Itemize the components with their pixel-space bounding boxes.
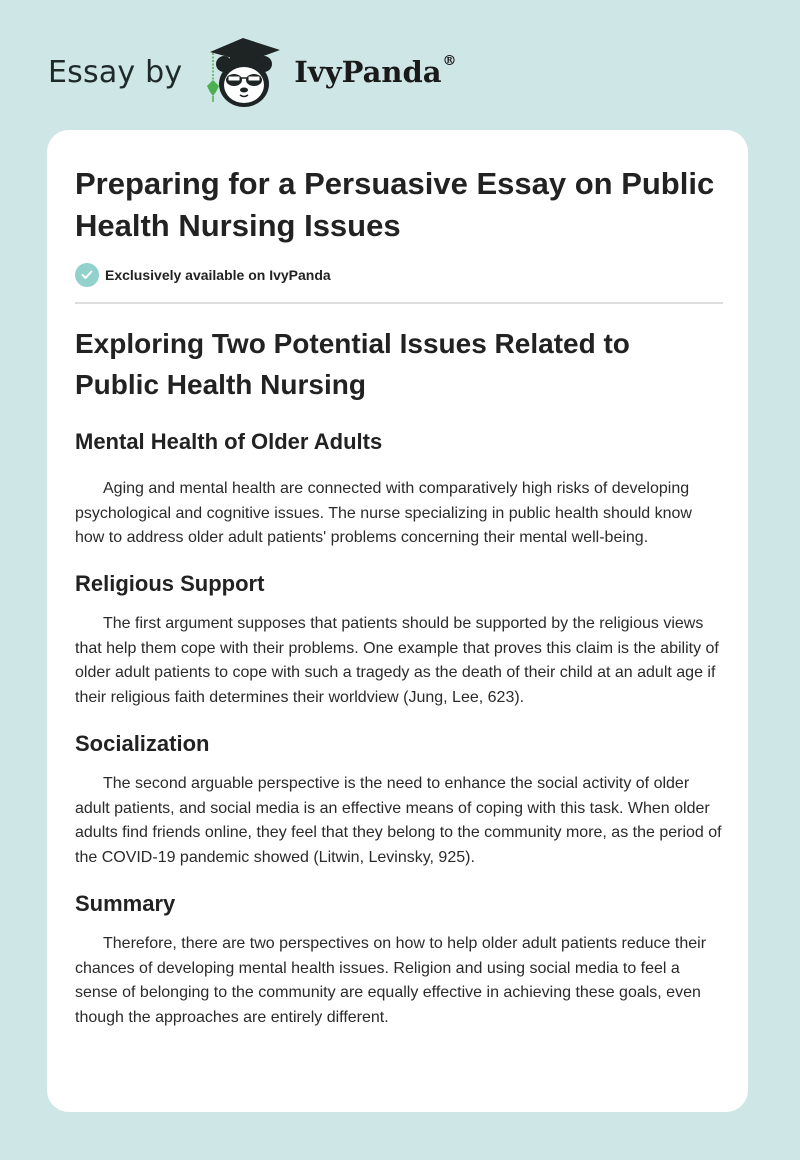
essay-card — [47, 130, 748, 1112]
registered-mark: ® — [442, 53, 457, 70]
section-heading: Summary — [75, 891, 176, 916]
brand-name[interactable] — [294, 55, 456, 89]
divider — [75, 302, 723, 304]
site-header — [48, 34, 457, 110]
section-paragraph: The first argument supposes that patients should be supported by the religious views that help them cope with their problems. One example that proves this claim is the ability of older adult patients to cope with such a tragedy as the death of their child at an adult age if their religious faith determines their worldview (Jung, Lee, 623). — [75, 615, 719, 706]
section-heading: Socialization — [75, 731, 210, 756]
exclusive-badge — [75, 263, 331, 287]
panda-graduate-icon[interactable] — [200, 34, 286, 110]
essay-by-label: Essay by — [48, 54, 183, 90]
section-heading: Mental Health of Older Adults — [75, 429, 383, 454]
page-title: Preparing for a Persuasive Essay on Public Health Nursing Issues — [75, 166, 715, 243]
main-heading: Exploring Two Potential Issues Related to Public Health Nursing — [75, 328, 630, 400]
section-heading: Religious Support — [75, 571, 265, 596]
section-paragraph: Aging and mental health are connected with comparatively high risks of developing psychological and cognitive issues. The nurse specializing in public health should know how to address older adult patients' problems concerning their mental well-being. — [75, 480, 692, 546]
section-paragraph: The second arguable perspective is the need to enhance the social activity of older adult patients, and social media is an effective means of coping with this task. When older adults find friends online, they feel that they belong to the community more, as the period of the COVID-19 pandemic showed (Litwin, Levinsky, 925). — [75, 775, 722, 866]
brand-text: IvyPanda — [294, 55, 442, 89]
check-circle-icon — [75, 263, 99, 287]
section-paragraph: Therefore, there are two perspectives on how to help older adult patients reduce their chances of developing mental health issues. Religion and using social media to feel a sense of belonging to the community are equally effective in achieving these goals, even though the approaches are entirely different. — [75, 935, 707, 1026]
exclusive-label: Exclusively available on IvyPanda — [105, 267, 331, 283]
